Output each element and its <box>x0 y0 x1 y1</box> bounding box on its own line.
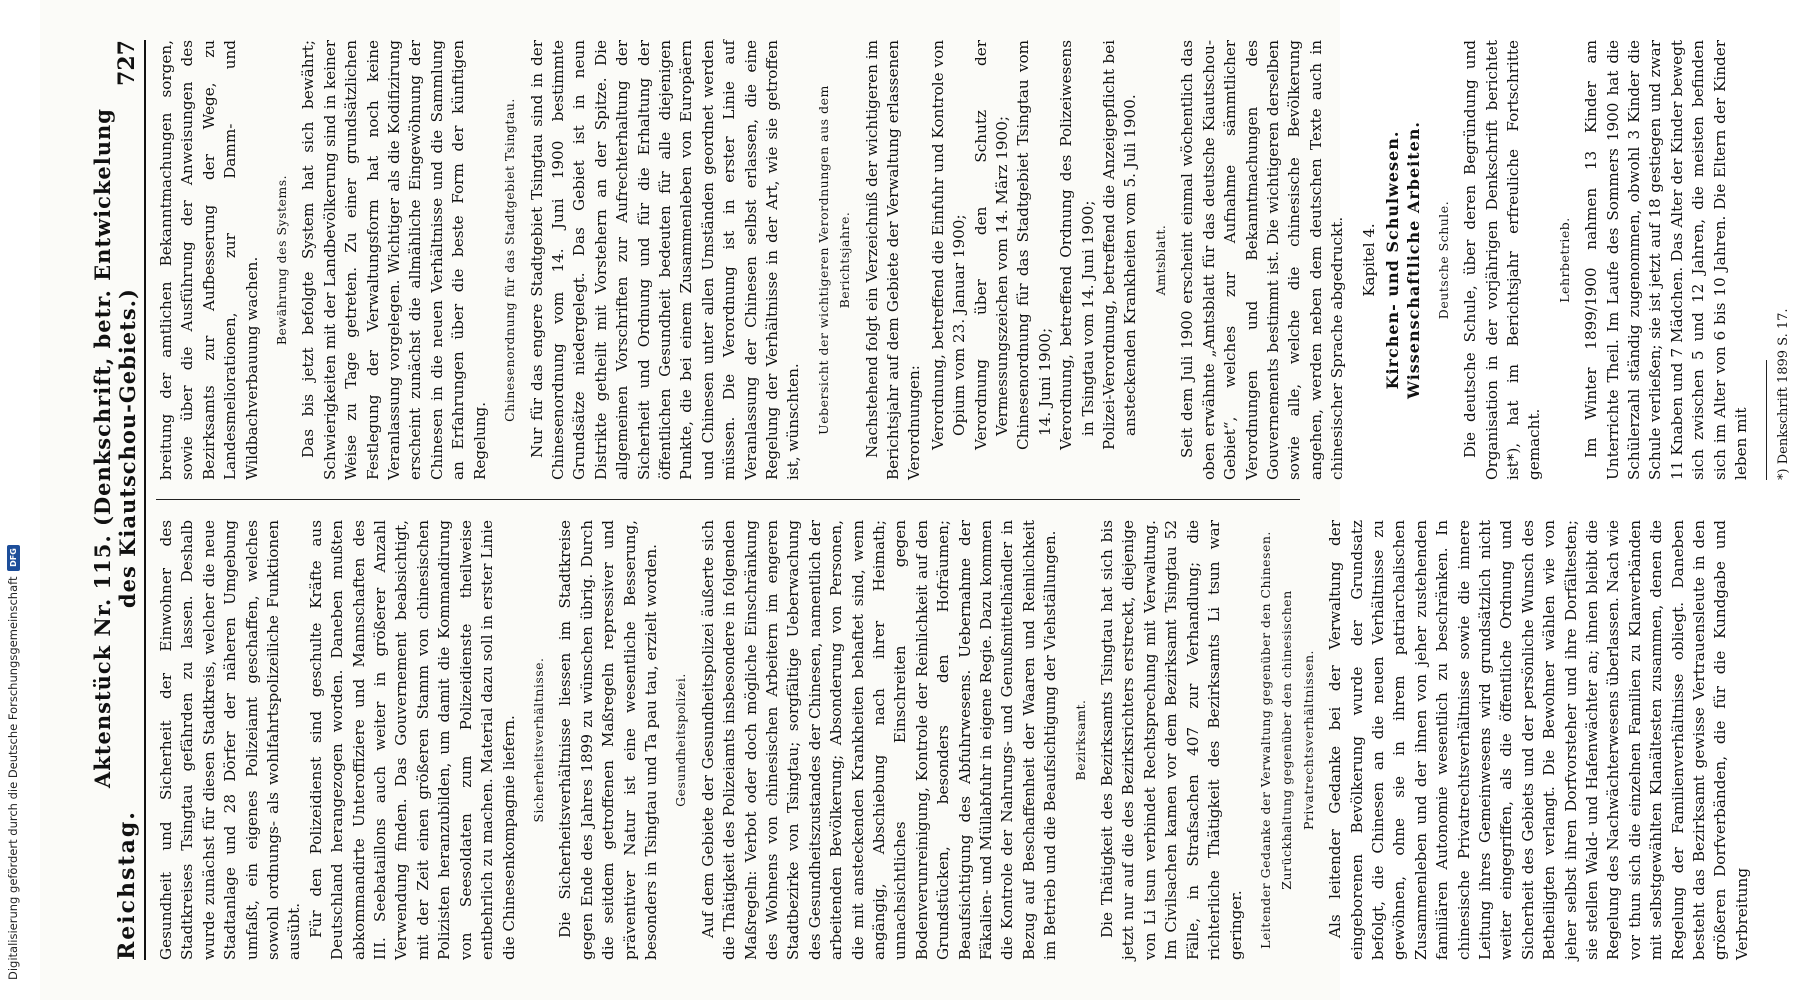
left-column <box>156 520 1751 960</box>
sidebar-credit: Digitalisierung gefördert durch die Deutsche Forschungsgemeinschaft <box>6 576 20 980</box>
header-title: Aktenstück Nr. 115. (Denkschrift, betr. Entwickelung des Kiautschou-Gebiets.) <box>90 108 140 789</box>
paragraph: Seit dem Juli 1900 erscheint einmal wöchentlich das oben erwähnte „Amtsblatt für das deutsche Kiautschou-Gebiet“, welches zur Aufnahme sämmtlicher Verordnungen und Bekanntmachungen des Gouvernements bestimmt ist. Die wichtigeren derselben sowie alle, welche die chinesische Bevölkerung angehen, werden neben dem deutschen Texte auch in chinesischer Sprache abgedruckt. <box>1178 40 1347 480</box>
section-heading: Gesundheitspolizei. <box>673 673 689 807</box>
page-header <box>90 40 146 960</box>
list-item: Polizei-Verordnung, betreffend die Anzeigepflicht bei ansteckenden Krankheiten vom 5. Juli 1900. <box>1100 40 1140 450</box>
column-divider <box>156 499 1300 500</box>
sidebar-note <box>4 40 22 980</box>
section-heading: Leitender Gedanke der Verwaltung gegenüber den Chinesen. Zurückhaltung gegenüber den chinesischen Privatrechtsverhältnissen. <box>1257 531 1316 949</box>
paragraph: Im Winter 1899/1900 nahmen 13 Kinder am Unterrichte Theil. Im Laufe des Sommers 1900 hat die Schülerzahl ständig zugenommen, obwohl 3 Kinder die Schule verließen; sie ist jetzt auf 18 gestiegen und zwar 11 Knaben und 7 Mädchen. Das Alter der Kinder bewegt sich zwischen 5 und 12 Jahren, die meisten befinden sich im Alter von 6 bis 10 Jahren. Die Eltern der Kinder leben mit <box>1582 40 1751 480</box>
paragraph: Das bis jetzt befolgte System hat sich bewährt; Schwierigkeiten mit der Landbevölkerung sind in keiner Weise zu Tage getreten. Zu einer grundsätzlichen Festlegung der Verwaltungsform hat noch keine Veranlassung vorgelegen. Wichtiger als die Kodifizirung erscheint zunächst die allmähliche Eingewöhnung der Chinesen in die neuen Verhältnisse und die Sammlung an Erfahrungen über die beste Form der künftigen Regelung. <box>299 40 489 480</box>
chapter-title: Kirchen- und Schulwesen. Wissenschaftliche Arbeiten. <box>1382 121 1424 399</box>
paragraph: Nachstehend folgt ein Verzeichniß der wichtigeren im Berichtsjahr auf dem Gebiete der Verwaltung erlassenen Verordnungen: <box>862 40 924 480</box>
footnote-rule <box>1766 360 1767 480</box>
list-item: Verordnung über den Schutz der Vermessungszeichen vom 14. März 1900; <box>971 40 1012 450</box>
right-column <box>156 40 1792 480</box>
paragraph: Gesundheit und Sicherheit der Einwohner des Stadtkreises Tsingtau gefährden zu lassen. Deshalb wurde zunächst für diesen Stadtkreis, welcher die neue Stadtanlage und 28 Dörfer der näheren Umgebung umfaßt, ein eigenes Polizeiamt geschaffen, welches sowohl ordnungs- als wohlfahrtspolizeiliche Funktionen ausübt. <box>157 520 304 960</box>
paragraph: Die deutsche Schule, über deren Begründung und Organisation in der vorjährigen Denkschrift berichtet ist*), hat im Berichtsjahr erfreuliche Fortschritte gemacht. <box>1461 40 1544 480</box>
section-heading: Uebersicht der wichtigeren Verordnungen aus dem Berichtsjahre. <box>815 85 853 435</box>
list-item: Chinesenordnung für das Stadtgebiet Tsingtau vom 14. Juni 1900; <box>1014 40 1054 450</box>
paragraph: Auf dem Gebiete der Gesundheitspolizei äußerte sich die Thätigkeit des Polizeiamts insbesondere in folgenden Maßregeln: Verbot oder doch mögliche Einschränkung des Wohnens von chinesischen Arbeitern im engeren Stadtbezirke von Tsingtau; sorgfältige Ueberwachung des Gesundheitszustandes der Chinesen, namentlich der arbeitenden Bevölkerung; Absonderung von Personen, die mit ansteckenden Krankheiten behaftet sind, wenn angängig, Abschiebung nach ihrer Heimath; unnachsichtliches Einschreiten gegen Bodenverunreinigung, Kontrole der Reinlichkeit auf den Grundstücken, besonders den Hofräumen; Beaufsichtigung des Abfuhrwesens. Uebernahme der Fäkalien- und Müllabfuhr in eigene Regie. Dazu kommen die Kontrole der Nahrungs- und Genußmittelhändler in Bezug auf Beschaffenheit der Waaren und Reinlichkeit im Betrieb und die Beaufsichtigung der Viehställungen. <box>698 520 1060 960</box>
section-heading: Chinesenordnung für das Stadtgebiet Tsingtau. <box>502 98 518 422</box>
paragraph: Als leitender Gedanke bei der Verwaltung der eingeborenen Bevölkerung wurde der Grundsatz befolgt, die Chinesen an die neuen Verhältnisse zu gewöhnen, ohne sie in ihrem patriarchalischen Zusammenleben und der ihnen von jeher zustehenden familiären Autonomie wesentlich zu beschränken. In chinesische Privatrechtsverhältnisse sowie die innere Leitung ihres Gemeinwesens wird grundsätzlich nicht weiter eingegriffen, als die öffentliche Ordnung und Sicherheit des Gebiets und der persönliche Wunsch des Betheiligten verlangt. Die Bewohner wählen wie von jeher selbst ihren Dorfvorsteher und ihre Dorfältesten; sie stellen Wald- und Hafenwächter an; ihnen bleibt die Regelung des Nachwächterwesens überlassen. Nach wie vor thun sich die einzelnen Familien zu Klanverbänden mit selbstgewählten Klanältesten zusammen, denen die Regelung der Familienverhältnisse obliegt. Daneben besteht das Bezirksamt gewisse Vertrauensleute in den größeren Dorfverbänden, die für die Kundgabe und Verbreitung <box>1326 520 1751 960</box>
paragraph: Nur für das engere Stadtgebiet Tsingtau sind in der Chinesenordnung vom 14. Juni 1900 bestimmte Grundsätze niedergelegt. Das Gebiet ist in neun Distrikte getheilt mit Vorstehern an der Spitze. Die allgemeinen Vorschriften zur Aufrechterhaltung der Sicherheit und Ordnung und für die Erhaltung der öffentlichen Gesundheit bedeuten für alle diejenigen Punkte, die bei einem Zusammenleben von Europäern und Chinesen unter allen Umständen geordnet werden müssen. Die Verordnung ist in erster Linie auf Veranlassung der Chinesen selbst erlassen, die eine Regelung der Verhältnisse in der Art, wie sie getroffen ist, wünschten. <box>527 40 803 480</box>
section-heading: Amtsblatt. <box>1152 224 1168 296</box>
document-page <box>40 0 1792 1000</box>
page-number: 727 <box>114 40 140 86</box>
paragraph: breitung der amtlichen Bekanntmachungen sorgen, sowie über die Ausführung der Anweisungen des Bezirksamts zur Aufbesserung der Wege, zu Landesmeliorationen, zur Damm- und Wildbachverbauung wachen. <box>157 40 261 480</box>
paragraph: Die Thätigkeit des Bezirksamts Tsingtau hat sich bis jetzt nur auf die des Bezirksrichters erstreckt, diejenige von Li tsun verbindet Rechtsprechung mit Verwaltung. Im Civilsachen kamen vor dem Bezirksamt Tsingtau 52 Fälle, in Strafsachen 407 zur Verhandlung; die richterliche Thätigkeit des Bezirksamts Li tsun war geringer. <box>1098 520 1245 960</box>
digitization-sidebar <box>4 40 22 980</box>
section-heading: Bewährung des Systems. <box>274 174 290 346</box>
header-reichstag: Reichstag. <box>114 810 140 960</box>
paragraph: Die Sicherheitsverhältnisse liessen im Stadtkreise gegen Ende des Jahres 1899 zu wünschen übrig. Durch die seitdem getroffenen Maßregeln repressiver und präventiver Natur ist eine wesentliche Besserung, besonders in Tsingtau und Ta pau tau, erzielt worden. <box>556 520 660 960</box>
ordinance-list <box>928 40 1142 450</box>
section-heading: Sicherheitsverhältnisse. <box>530 657 546 823</box>
paragraph: Für den Polizeidienst sind geschulte Kräfte aus Deutschland herangezogen worden. Daneben mußten abkommandirte Unteroffiziere und Mannschaften des III. Seebataillons auch weiter in größerer Anzahl Verwendung finden. Das Gouvernement beabsichtigt, mit der Zeit einen größeren Stamm von chinesischen Polizisten heranzubilden, um damit die Kommandirung von Seesoldaten zum Polizeidienste theilweise entbehrlich zu machen. Material dazu soll in erster Linie die Chinesenkompagnie liefern. <box>306 520 518 960</box>
section-heading: Bezirksamt. <box>1072 699 1088 781</box>
dfg-logo-icon: DFG <box>7 545 20 571</box>
section-heading: Lehrbetrieb. <box>1556 217 1572 303</box>
section-heading: Deutsche Schule. <box>1435 200 1451 320</box>
list-item: Verordnung, betreffend Ordnung des Polizeiwesens in Tsingtau vom 14. Juni 1900; <box>1057 40 1097 450</box>
chapter-number: Kapitel 4. <box>1359 223 1378 297</box>
footnote: *) Denkschrift 1899 S. 17. <box>1776 308 1792 480</box>
list-item: Verordnung, betreffend die Einfuhr und Kontrole von Opium vom 23. Januar 1900; <box>928 40 969 450</box>
